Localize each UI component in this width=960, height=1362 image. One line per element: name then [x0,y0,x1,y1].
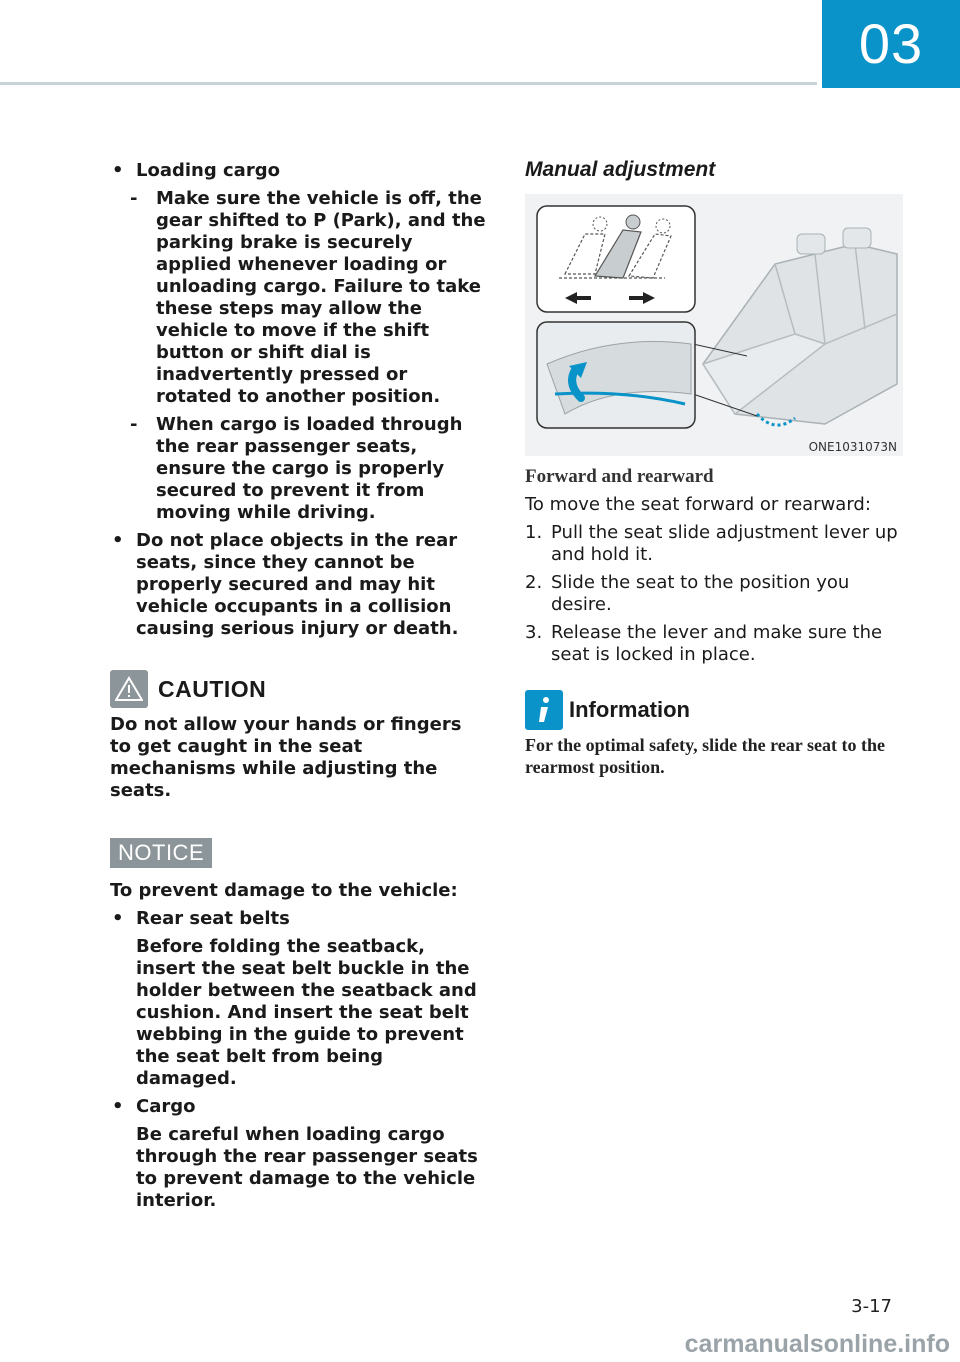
caution-title: CAUTION [158,675,267,702]
right-column [525,158,903,778]
left-column [110,160,488,1218]
caution-heading [110,670,488,708]
seat-illustration [525,194,903,456]
step-text: Slide the seat to the position you desire. [551,572,850,615]
watermark: carmanualsonline.info [684,1330,950,1358]
notice-item-body: Before folding the seatback, insert the seat belt buckle in the holder between the seatback and cushion. And insert the seat belt webbing in the guide to prevent the seat belt from being damaged. [136,936,477,1089]
loading-cargo-item: - When cargo is loaded through the rear passenger seats, ensure the cargo is properly secured to prevent it from moving while driving. [110,414,488,524]
step-number: 1. [525,522,543,543]
notice-intro: To prevent damage to the vehicle: [110,880,458,901]
header-rule [0,82,817,85]
seat-adjustment-figure [525,194,903,456]
steps-intro: To move the seat forward or rearward: [525,494,871,515]
notice-item-body: Be careful when loading cargo through the rear passenger seats to prevent damage to the vehicle interior. [136,1124,478,1211]
subheading: Forward and rearward [525,466,714,487]
step-number: 3. [525,622,543,643]
section-title: Manual adjustment [525,158,716,181]
info-icon [525,690,563,730]
loading-cargo-bullet: • Loading cargo [110,160,488,182]
information-body: For the optimal safety, slide the rear seat to the rearmost position. [525,735,885,777]
objects-warning-bullet: • Do not place objects in the rear seats, since they cannot be properly secured and may hit vehicle occupants in a collision causing serious injury or death. [110,530,488,640]
step-text: Release the lever and make sure the seat is locked in place. [551,622,883,665]
step-number: 2. [525,572,543,593]
step-item [525,572,903,616]
caution-body: Do not allow your hands or fingers to get caught in the seat mechanisms while adjusting the seats. [110,714,462,801]
notice-label: NOTICE [110,838,212,868]
loading-cargo-item: - Make sure the vehicle is off, the gear shifted to P (Park), and the parking brake is securely applied whenever loading or unloading cargo. Failure to take these steps may allow the vehicle to move if the shift button or shift dial is inadvertently pressed or rotated to another position. [110,188,488,408]
information-heading [525,690,903,730]
warning-triangle-icon [110,670,148,708]
notice-item-title: • Rear seat belts [110,908,488,930]
figure-caption: ONE1031073N [808,440,897,454]
page-number: 3-17 [851,1296,892,1317]
notice-item-title: • Cargo [110,1096,488,1118]
information-title: Information [569,697,690,722]
step-item [525,622,903,666]
step-item [525,522,903,566]
chapter-tab: 03 [822,0,960,88]
step-text: Pull the seat slide adjustment lever up and hold it. [551,522,898,565]
